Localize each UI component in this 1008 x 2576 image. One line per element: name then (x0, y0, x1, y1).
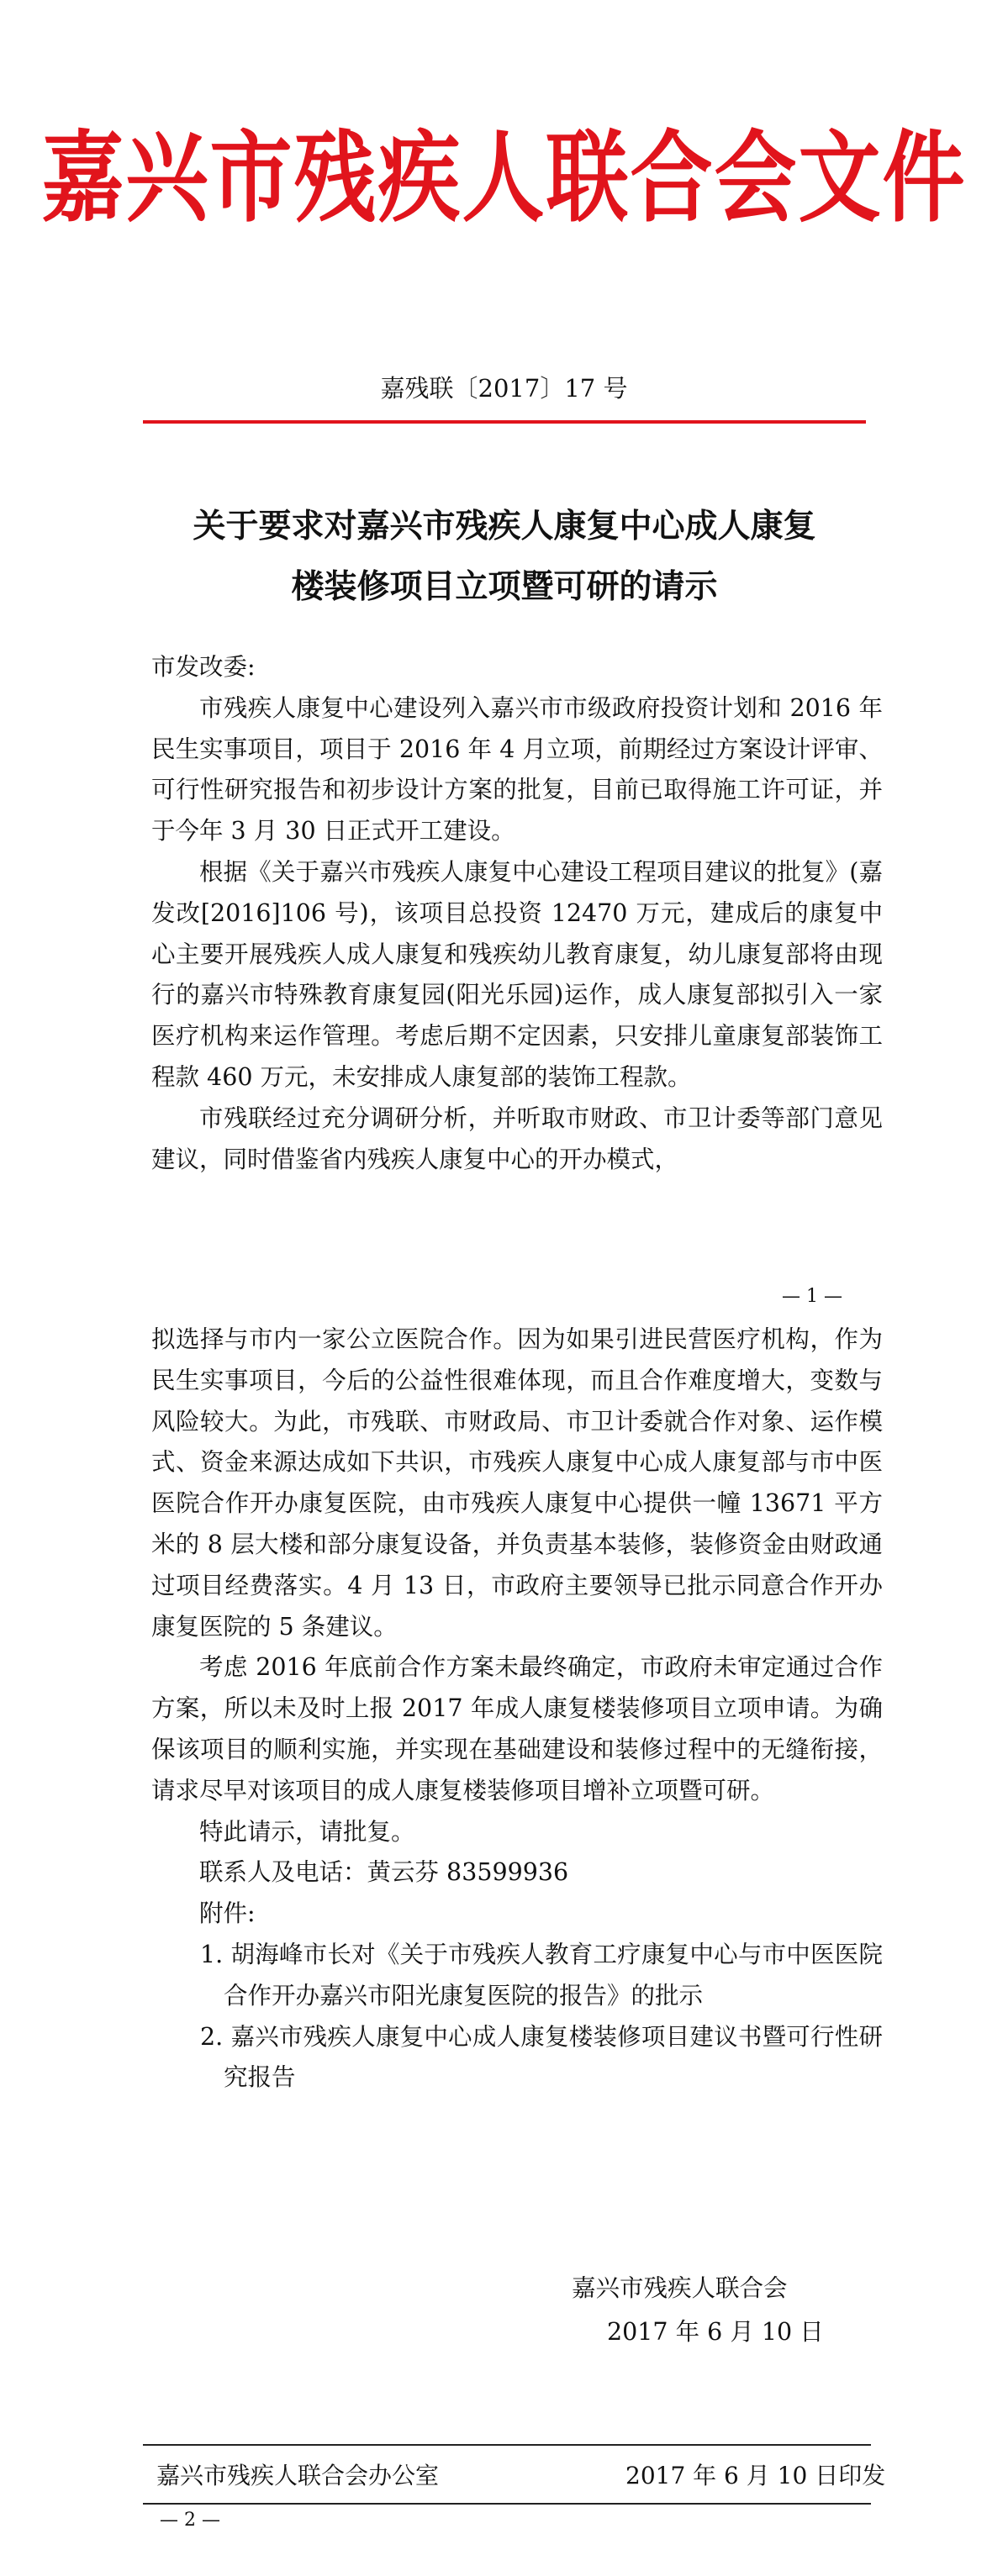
closing-request: 特此请示，请批复。 (199, 1817, 415, 1846)
footer-print-date: 2017 年 6 月 10 日印发 (625, 2462, 886, 2489)
signature-org: 嘉兴市残疾人联合会 (572, 2274, 788, 2302)
paragraph: 市残疾人康复中心建设列入嘉兴市市级政府投资计划和 2016 年民生实事项目，项目于 2016 年 4 月立项，前期经过方案设计评审、可行性研究报告和初步设计方案的批复，目前已取得施工许可证，并于今年 3 月 30 日正式开工建设。 (151, 693, 883, 845)
paragraph: 根据《关于嘉兴市残疾人康复中心建设工程项目建议的批复》(嘉发改[2016]106 号)，该项目总投资 12470 万元，建成后的康复中心主要开展残疾人成人康复和残疾幼儿教育康复，幼儿康复部将由现行的嘉兴市特殊教育康复园(阳光乐园)运作，成人康复部拟引入一家医疗机构来运作管理。考虑后期不定因素，只安排儿童康复部装饰工程款 460 万元，未安排成人康复部的装饰工程款。 (151, 857, 883, 1091)
paragraph: 拟选择与市内一家公立医院合作。因为如果引进民营医疗机构，作为民生实事项目，今后的公益性很难体现，而且合作难度增大，变数与风险较大。为此，市残联、市财政局、市卫计委就合作对象、运作模式、资金来源达成如下共识，市残疾人康复中心成人康复部与市中医医院合作开办康复医院，由市残疾人康复中心提供一幢 13671 平方米的 8 层大楼和部分康复设备，并负责基本装修，装修资金由财政通过项目经费落实。4 月 13 日，市政府主要领导已批示同意合作开办康复医院的 5 条建议。 (151, 1325, 883, 1641)
footer-top-rule (143, 2444, 871, 2446)
attachment-item: 2. 嘉兴市残疾人康复中心成人康复楼装修项目建议书暨可行性研究报告 (200, 2022, 883, 2092)
page-2-body (151, 1320, 883, 2099)
title-line-2: 楼装修项目立项暨可研的请示 (291, 567, 718, 606)
red-divider (143, 420, 866, 424)
salutation: 市发改委: (151, 653, 256, 681)
paragraph: 市残联经过充分调研分析，并听取市财政、市卫计委等部门意见建议，同时借鉴省内残疾人康复中心的开办模式， (151, 1104, 883, 1173)
page-1-body (151, 647, 883, 1180)
footer-issuer: 嘉兴市残疾人联合会办公室 (156, 2462, 440, 2489)
title-line-1: 关于要求对嘉兴市残疾人康复中心成人康复 (193, 507, 816, 545)
page-number-1: — 1 — (782, 1286, 842, 1307)
signature-date: 2017 年 6 月 10 日 (607, 2318, 824, 2346)
document-header-title: 嘉兴市残疾人联合会文件 (41, 120, 967, 237)
attachment-item: 1. 胡海峰市长对《关于市残疾人教育工疗康复中心与市中医医院合作开办嘉兴市阳光康复医院的报告》的批示 (200, 1940, 883, 2010)
document-number: 嘉残联〔2017〕17 号 (380, 374, 628, 403)
attachments-label: 附件: (199, 1899, 256, 1928)
paragraph: 考虑 2016 年底前合作方案未最终确定，市政府未审定通过合作方案，所以未及时上报 2017 年成人康复楼装修项目立项申请。为确保该项目的顺利实施，并实现在基础建设和装修过程中的无缝衔接，请求尽早对该项目的成人康复楼装修项目增补立项暨可研。 (151, 1653, 883, 1804)
page-number-2: — 2 — (160, 2510, 220, 2531)
document-title (118, 496, 891, 617)
contact-line: 联系人及电话：黄云芬 83599936 (199, 1858, 569, 1887)
footer-bottom-rule (143, 2503, 871, 2505)
